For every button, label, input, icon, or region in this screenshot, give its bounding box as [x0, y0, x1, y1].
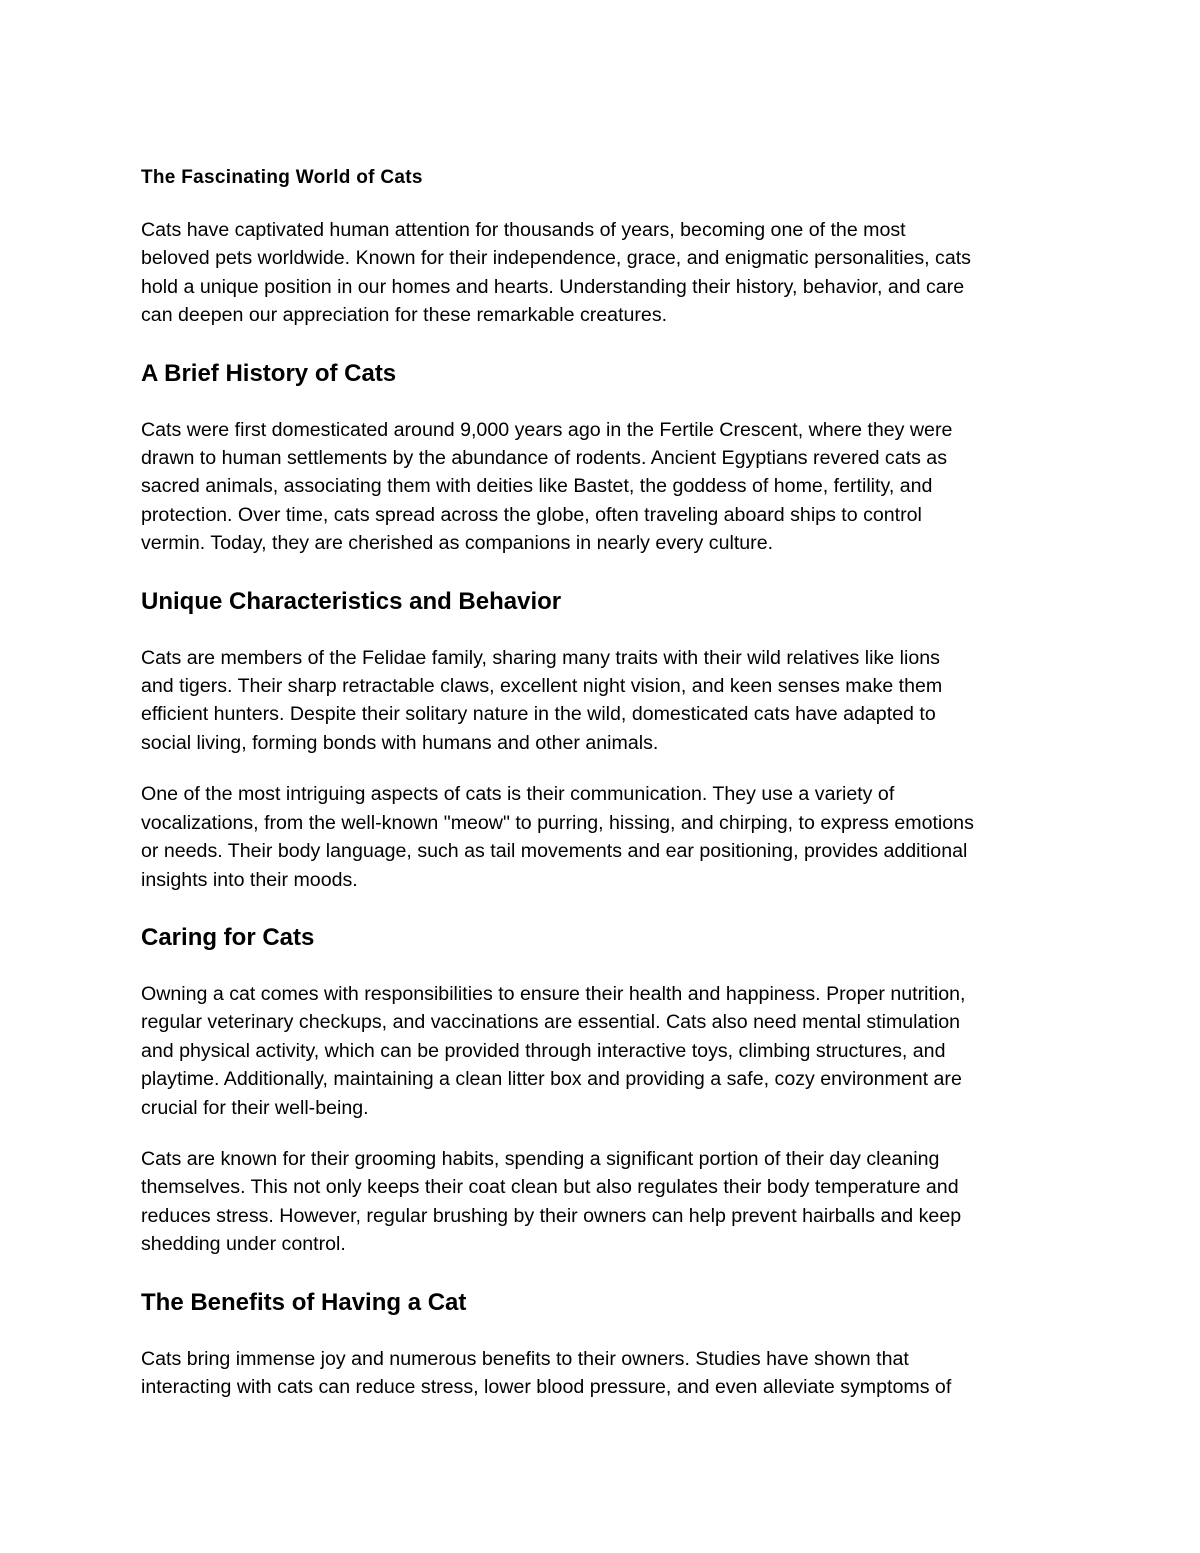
text-line: playtime. Additionally, maintaining a clean litter box and providing a safe, cozy environment are: [141, 1068, 962, 1091]
text-line: and tigers. Their sharp retractable claws, excellent night vision, and keen senses make them: [141, 675, 943, 698]
text-line: social living, forming bonds with humans and other animals.: [141, 731, 659, 754]
text-line: or needs. Their body language, such as tail movements and ear positioning, provides additional: [141, 840, 968, 863]
section-heading-benefits: The Benefits of Having a Cat: [141, 1288, 467, 1316]
text-line: Cats bring immense joy and numerous benefits to their owners. Studies have shown that: [141, 1347, 909, 1370]
section-heading-history: A Brief History of Cats: [141, 359, 397, 387]
document-title: The Fascinating World of Cats: [141, 167, 423, 188]
text-line: Owning a cat comes with responsibilities to ensure their health and happiness. Proper nutrition,: [141, 982, 966, 1005]
section-heading-caring: Caring for Cats: [141, 923, 315, 951]
communication-paragraph: [141, 780, 1071, 894]
text-line: One of the most intriguing aspects of cats is their communication. They use a variety of: [141, 783, 895, 806]
text-line: Cats are known for their grooming habits, spending a significant portion of their day cleaning: [141, 1147, 940, 1170]
text-line: Cats are members of the Felidae family, sharing many traits with their wild relatives like lions: [141, 646, 940, 669]
text-line: crucial for their well-being.: [141, 1096, 369, 1119]
caring-paragraph: [141, 980, 1071, 1122]
document-page: [141, 164, 1071, 1401]
text-line: and physical activity, which can be provided through interactive toys, climbing structures, and: [141, 1039, 946, 1062]
text-line: hold a unique position in our homes and hearts. Understanding their history, behavior, and care: [141, 275, 965, 298]
text-line: protection. Over time, cats spread across the globe, often traveling aboard ships to control: [141, 503, 922, 526]
text-line: regular veterinary checkups, and vaccinations are essential. Cats also need mental stimulation: [141, 1011, 961, 1034]
text-line: shedding under control.: [141, 1233, 346, 1256]
text-line: can deepen our appreciation for these remarkable creatures.: [141, 304, 668, 327]
text-line: themselves. This not only keeps their coat clean but also regulates their body temperature and: [141, 1176, 959, 1199]
text-line: insights into their moods.: [141, 868, 358, 891]
grooming-paragraph: [141, 1145, 1071, 1259]
text-line: vocalizations, from the well-known "meow" to purring, hissing, and chirping, to express emotions: [141, 811, 974, 834]
characteristics-paragraph: [141, 644, 1071, 758]
text-line: vermin. Today, they are cherished as companions in nearly every culture.: [141, 532, 774, 555]
text-line: Cats were first domesticated around 9,000 years ago in the Fertile Crescent, where they were: [141, 418, 953, 441]
text-line: beloved pets worldwide. Known for their independence, grace, and enigmatic personalities, cats: [141, 247, 971, 270]
text-line: efficient hunters. Despite their solitary nature in the wild, domesticated cats have adapted to: [141, 703, 936, 726]
section-heading-characteristics: Unique Characteristics and Behavior: [141, 587, 562, 615]
text-line: interacting with cats can reduce stress, lower blood pressure, and even alleviate symptoms of: [141, 1375, 952, 1398]
text-line: drawn to human settlements by the abundance of rodents. Ancient Egyptians revered cats as: [141, 447, 948, 470]
text-line: reduces stress. However, regular brushing by their owners can help prevent hairballs and keep: [141, 1204, 962, 1227]
benefits-paragraph: [141, 1345, 1071, 1402]
text-line: Cats have captivated human attention for thousands of years, becoming one of the most: [141, 219, 906, 241]
history-paragraph: [141, 416, 1071, 558]
text-line: sacred animals, associating them with deities like Bastet, the goddess of home, fertility, and: [141, 475, 933, 498]
intro-paragraph: [141, 216, 1071, 330]
